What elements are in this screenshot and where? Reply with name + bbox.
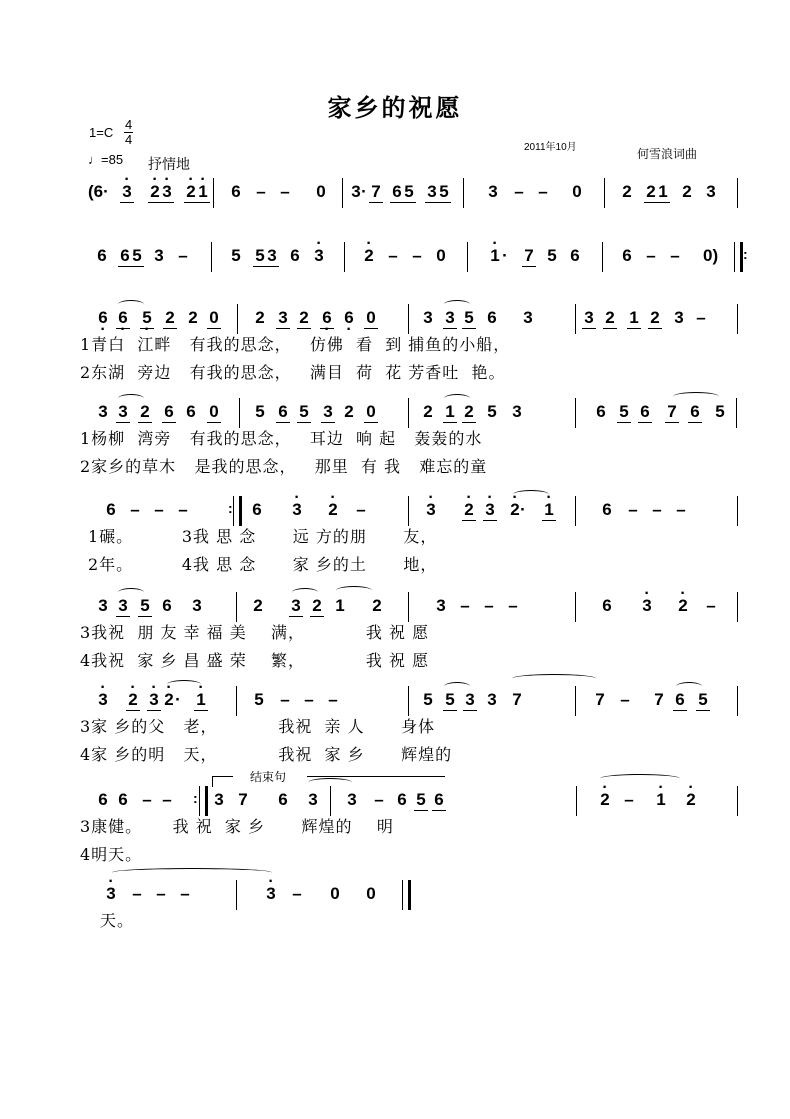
date: 2011年10月 (524, 142, 577, 153)
page-title: 家乡的祝愿 (327, 93, 463, 122)
lyrics-verse-1: 3家 乡的父 老， 我祝 亲 人 身体 (80, 717, 436, 736)
score-system-1: (6· · 3 · 2 · 3 · 2 · 1 6 – – 0 3 · 7 6 5 3 5 3 – – 0 2 2 1 2 3 (0, 182, 790, 222)
composer-credit: 何雪浪词曲 (637, 147, 698, 161)
score-system-6: 3 3 5 6 3 2 3 2 1 2 3 – – – 6 · 3 · 2 – 3我祝 朋 友 幸 福 美 满， 我 祝 愿 4我祝 家 乡 昌 盛 荣 繁， 我 祝 愿 (0, 596, 790, 636)
score-system-2: 6 6 5 3 – 5 5 3 6 · 3 · 2 – – 0 · 1 · 7 5 6 6 – – 0) : (0, 246, 790, 286)
expression-marking: 抒情地 (148, 157, 190, 173)
time-signature (124, 118, 133, 147)
score-system-5: 6 – – – : 6 · 3 · 2 – · 3 · 2 · 3 · 2 · · 1 6 – – – 1碾。 3我 思 念 远 方的朋 友， 2年。 4我 思 念 家 乡的土 地， (0, 500, 790, 540)
score-system-3: 6 · 6 · 5 · 2 2 0 2 3 2 6 · 6 · 0 3 3 5 6 3 3 2 1 2 3 – 1青白 江畔 有我的思念， 仿佛 看 到 捕鱼的小船， 2东湖 旁边 有我的思念， 满目 荷 花 芳香吐 艳。 (0, 308, 790, 348)
lyrics-verse-2: 4家 乡的明 天， 我祝 家 乡 辉煌的 (80, 745, 453, 764)
key-signature: 1=C (89, 125, 114, 140)
score-system-9: · 3 – – – · 3 – 0 0 天。 (0, 884, 790, 924)
score-system-4: 3 3 2 6 6 0 5 6 5 3 2 0 2 1 2 5 3 6 5 6 7 6 5 1杨柳 湾旁 有我的思念， 耳边 响 起 轰轰的水 2家乡的草木 是我的思念， 那里 有 我 难忘的童 (0, 402, 790, 442)
lyrics-verse-1: 1杨柳 湾旁 有我的思念， 耳边 响 起 轰轰的水 (80, 429, 483, 448)
lyrics-verse-1: 天。 (100, 911, 135, 930)
lyrics-verse-1: 3我祝 朋 友 幸 福 美 满， 我 祝 愿 (80, 623, 430, 642)
lyrics-verse-1: 1青白 江畔 有我的思念， 仿佛 看 到 捕鱼的小船， (80, 335, 511, 354)
lyrics-verse-2: 2年。 4我 思 念 家 乡的土 地， (88, 555, 438, 574)
lyrics-verse-1: 1碾。 3我 思 念 远 方的朋 友， (88, 527, 438, 546)
lyrics-verse-2: 2家乡的草木 是我的思念， 那里 有 我 难忘的童 (80, 457, 488, 476)
lyrics-verse-2: 4明天。 (80, 845, 143, 864)
time-numerator: 4 (125, 117, 133, 132)
score-system-7: · 3 · 2 · 3 · 2 · · 1 5 – – – 5 5 3 3 7 7 – 7 6 5 3家 乡的父 老， 我祝 亲 人 身体 4家 乡的明 天， 我祝 家 乡 辉煌的 (0, 690, 790, 730)
lyrics-verse-1: 3康健。 我 祝 家 乡 辉煌的 明 (80, 817, 394, 836)
score-system-8: 结束句 6 6 – – : 3 7 6 3 3 – 6 5 6 · 2 – · 1 · 2 3康健。 我 祝 家 乡 辉煌的 明 4明天。 (0, 790, 790, 830)
lyrics-verse-2: 4我祝 家 乡 昌 盛 荣 繁， 我 祝 愿 (80, 651, 430, 670)
lyrics-verse-2: 2东湖 旁边 有我的思念， 满目 荷 花 芳香吐 艳。 (80, 363, 506, 382)
tempo-marking: ♩=85 (88, 152, 124, 167)
time-denominator: 4 (125, 132, 133, 147)
ending-label: 结束句 (250, 770, 287, 784)
